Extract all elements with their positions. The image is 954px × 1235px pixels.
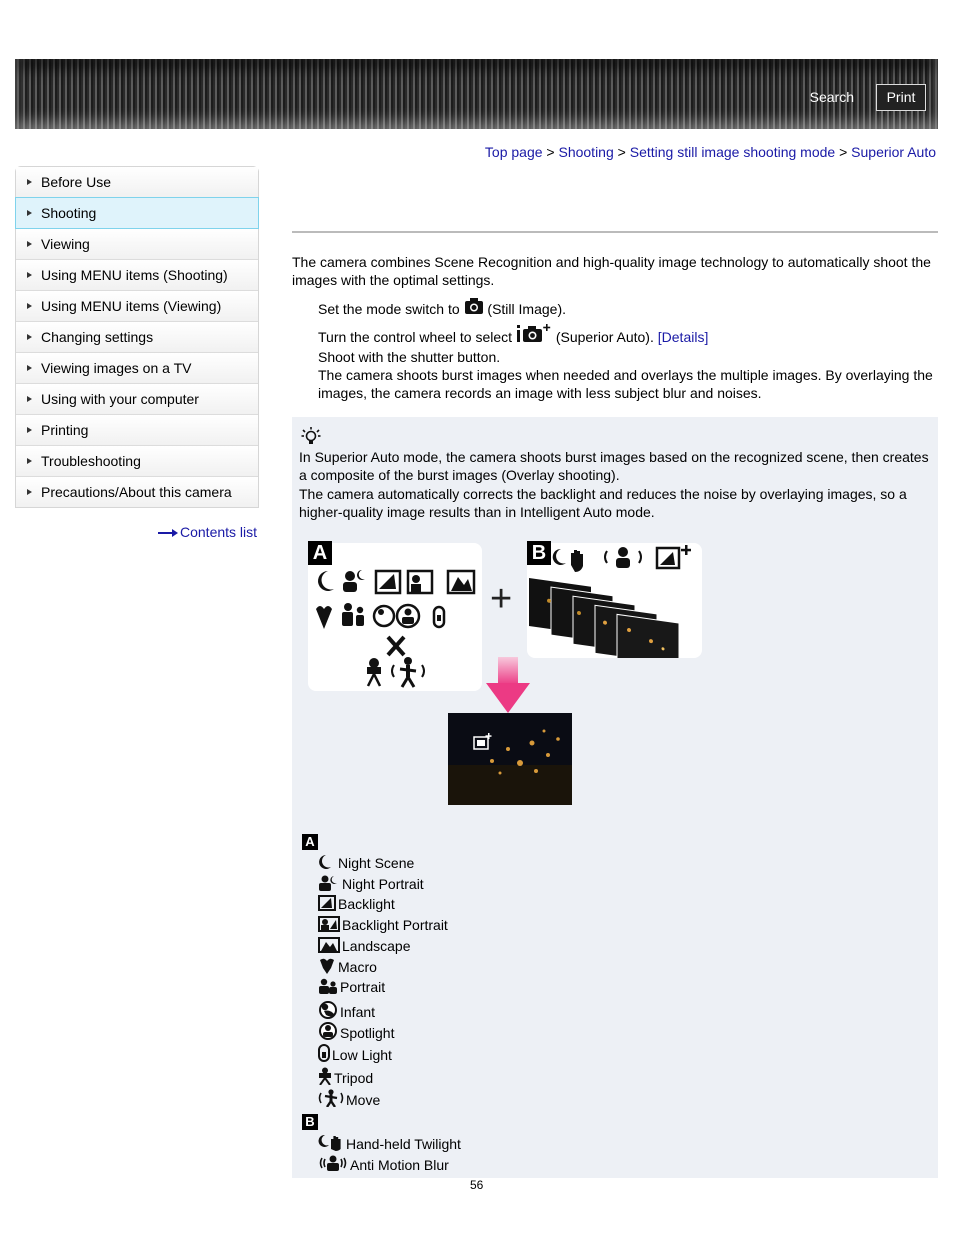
scene-card-a [308,543,482,691]
legend-item-landscape: Landscape [318,936,411,956]
scene-icons-a [308,565,482,689]
superior-auto-icon [516,323,552,343]
label-b-box: B [527,541,551,565]
sidebar-item-changing-settings[interactable]: Changing settings [16,322,258,353]
legend-item-macro: Macro [318,957,377,977]
down-arrow-icon [486,657,530,713]
header-bar [15,59,938,129]
breadcrumb-setting-mode[interactable]: Setting still image shooting mode [629,144,836,160]
triangle-right-icon [27,179,32,185]
legend-item-night-portrait: Night Portrait [318,874,424,894]
legend-item-anti-motion-blur: Anti Motion Blur [318,1154,449,1174]
arrow-right-icon [158,529,178,537]
scene-card-b [527,543,702,658]
triangle-right-icon [27,334,32,340]
hint-text-2: The camera automatically corrects the backlight and reduces the noise by overlaying images, so a higher-quality image results than in Intelligent Auto mode. [299,486,907,520]
legend-a-box: A [302,834,318,850]
legend-b-box: B [302,1114,318,1130]
macro-flower-icon [318,958,336,974]
legend-item-low-light: Low Light [318,1044,392,1064]
tripod-icon [318,1067,332,1085]
plus-sign: + [490,578,513,620]
triangle-right-icon [27,365,32,371]
sidebar-item-viewing-tv[interactable]: Viewing images on a TV [16,353,258,384]
page-number: 56 [470,1178,484,1192]
backlight-portrait-icon [318,916,340,932]
breadcrumb: Top page > Shooting > Setting still image shooting mode > Superior Auto [484,144,936,160]
camera-icon [464,297,484,315]
triangle-right-icon [27,303,32,309]
sidebar-item-computer[interactable]: Using with your computer [16,384,258,415]
sidebar-item-shooting[interactable]: Shooting [15,197,259,229]
legend-item-portrait: Portrait [318,977,385,997]
contents-list-link[interactable]: Contents list [158,524,257,540]
triangle-right-icon [27,272,32,278]
night-scene-icon [318,854,336,870]
hand-held-twilight-icon [318,1133,344,1151]
hint-text-1: In Superior Auto mode, the camera shoots burst images based on the recognized scene, then creates a composite of the burst images (Overlay shooting). [299,449,929,483]
sidebar-item-menu-shooting[interactable]: Using MENU items (Shooting) [16,260,258,291]
legend-item-backlight-portrait: Backlight Portrait [318,915,448,935]
legend-item-spotlight: Spotlight [318,1022,394,1042]
triangle-right-icon [27,210,32,216]
breadcrumb-top-page[interactable]: Top page [484,144,543,160]
legend-item-infant: Infant [318,1001,375,1021]
search-link[interactable]: Search [809,89,854,105]
sidebar-item-viewing[interactable]: Viewing [16,229,258,260]
label-a-box: A [308,541,332,565]
night-portrait-icon [318,875,340,891]
triangle-right-icon [27,396,32,402]
sidebar-item-troubleshooting[interactable]: Troubleshooting [16,446,258,477]
step-3: Shoot with the shutter button. The camera shoots burst images when needed and overlays the multiple images. By overlaying the images, the camera records an image with less subject blur and noises. [318,349,933,401]
anti-motion-blur-icon [318,1154,348,1172]
legend-item-move: Move [318,1089,380,1109]
infant-icon [318,1001,338,1019]
details-link[interactable]: [Details] [657,329,709,345]
landscape-icon [318,937,340,953]
intro-text: The camera combines Scene Recognition and high-quality image technology to automatically shoot the images with the optimal settings. [292,254,931,288]
triangle-right-icon [27,489,32,495]
sidebar-item-printing[interactable]: Printing [16,415,258,446]
scene-icons-b [527,543,702,658]
portrait-icon [318,978,338,994]
sidebar-item-before-use[interactable]: Before Use [16,167,258,198]
legend-item-backlight: Backlight [318,894,395,914]
print-button[interactable]: Print [876,84,926,111]
triangle-right-icon [27,241,32,247]
breadcrumb-shooting[interactable]: Shooting [558,144,614,160]
triangle-right-icon [27,427,32,433]
step-1: Set the mode switch to (Still Image). [318,297,566,318]
backlight-icon [318,895,336,911]
spotlight-icon [318,1022,338,1040]
sidebar-item-precautions[interactable]: Precautions/About this camera [16,477,258,507]
sidebar-item-menu-viewing[interactable]: Using MENU items (Viewing) [16,291,258,322]
sidebar-nav [15,166,259,508]
night-scene-photo [448,713,572,805]
legend-item-night-scene: Night Scene [318,853,414,873]
legend-item-hand-held-twilight: Hand-held Twilight [318,1133,461,1153]
breadcrumb-superior-auto[interactable]: Superior Auto [851,144,936,160]
triangle-right-icon [27,458,32,464]
step-2: Turn the control wheel to select (Superior Auto). [Details] [318,323,708,346]
title-divider [292,231,938,233]
hint-bulb-icon [301,426,321,446]
legend-item-tripod: Tripod [318,1067,373,1087]
low-light-icon [318,1044,330,1062]
move-icon [318,1089,344,1107]
